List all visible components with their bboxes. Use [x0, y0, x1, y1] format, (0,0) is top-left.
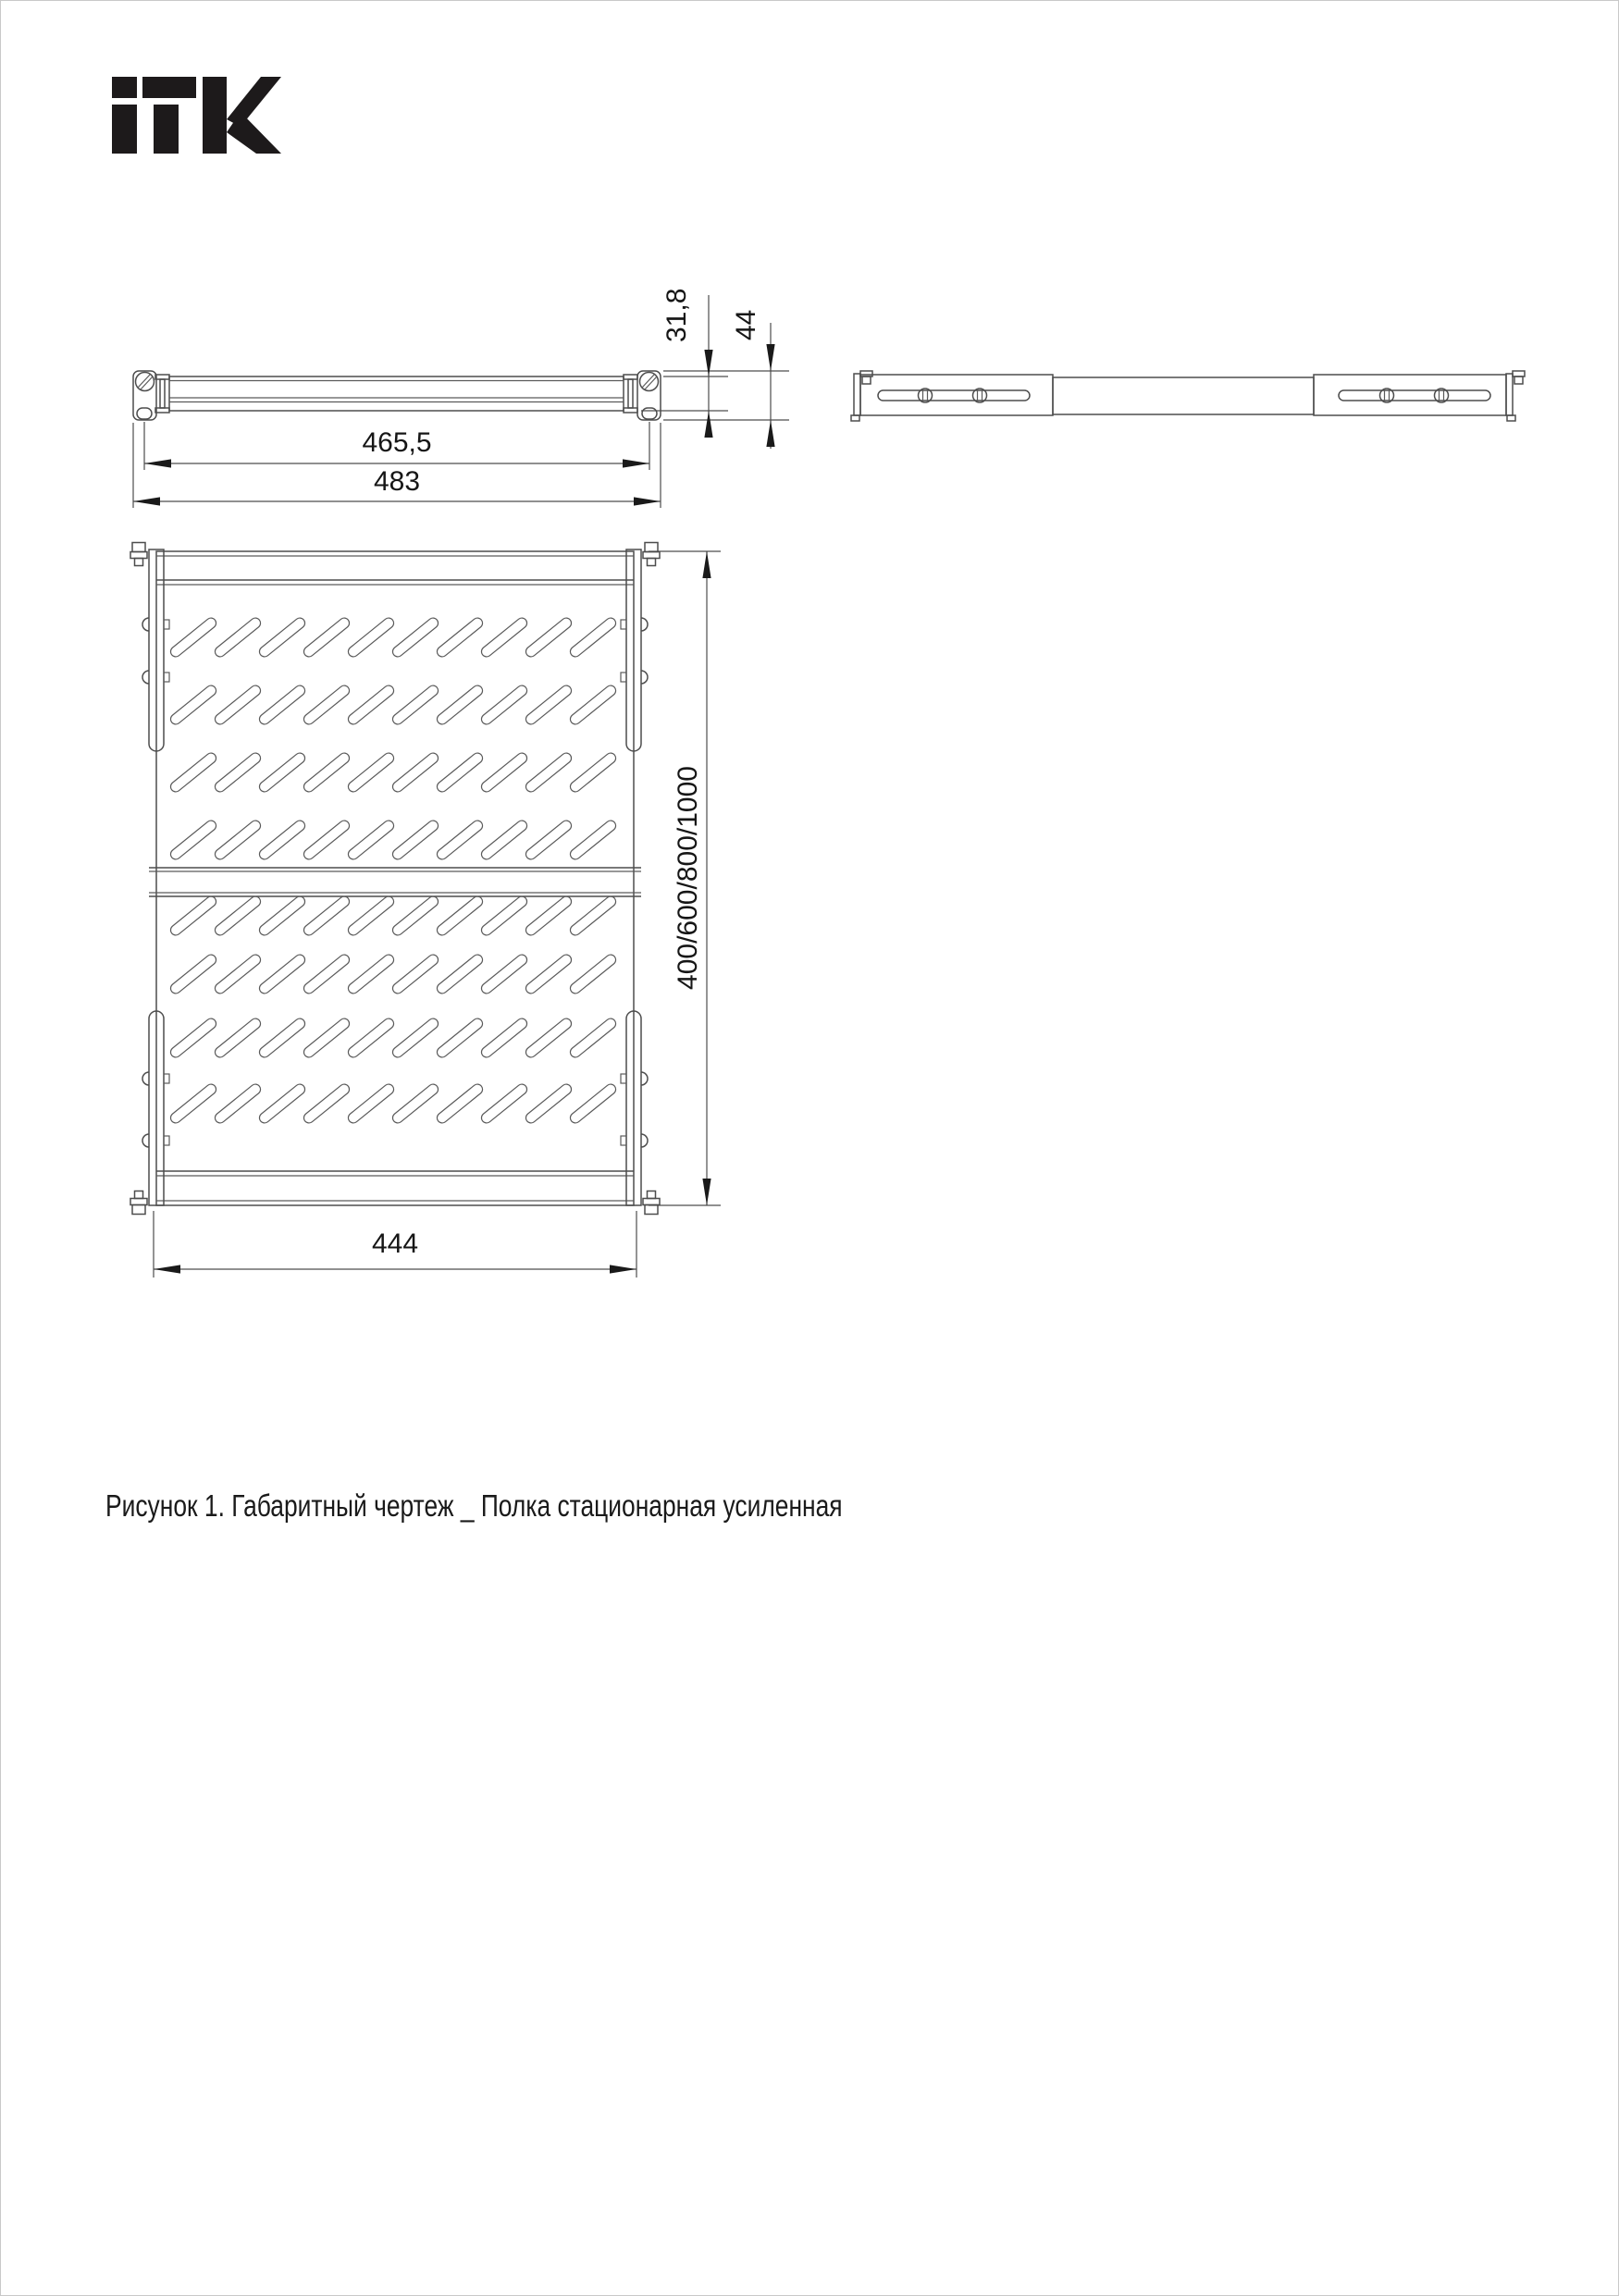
ventilation-slots — [168, 616, 618, 1125]
itk-logo — [112, 77, 281, 154]
dim-label-31-8: 31,8 — [661, 288, 692, 342]
dim-label-444: 444 — [371, 1228, 419, 1259]
figure-caption: Рисунок 1. Габаритный чертеж _ Полка стационарная усиленная — [105, 1488, 843, 1523]
dim-label-depth-options: 400/600/800/1000 — [673, 766, 703, 990]
dim-top-width — [154, 1211, 636, 1278]
dim-label-483: 483 — [373, 466, 421, 497]
dim-front-total-height — [731, 310, 775, 449]
dim-label-44: 44 — [731, 309, 761, 340]
bolt-top-right — [643, 543, 660, 566]
dim-front-inner-width — [144, 422, 649, 470]
bolt-bottom-left — [130, 1191, 147, 1215]
dim-label-465-5: 465,5 — [362, 427, 432, 458]
top-view — [130, 543, 721, 1278]
front-view — [133, 289, 789, 508]
side-view — [851, 371, 1525, 421]
dim-top-depth — [649, 551, 721, 1205]
bolt-bottom-right — [643, 1191, 660, 1215]
engineering-drawing-canvas — [1, 1, 1618, 2295]
dim-front-body-height — [661, 289, 713, 438]
bolt-top-left — [130, 543, 147, 566]
